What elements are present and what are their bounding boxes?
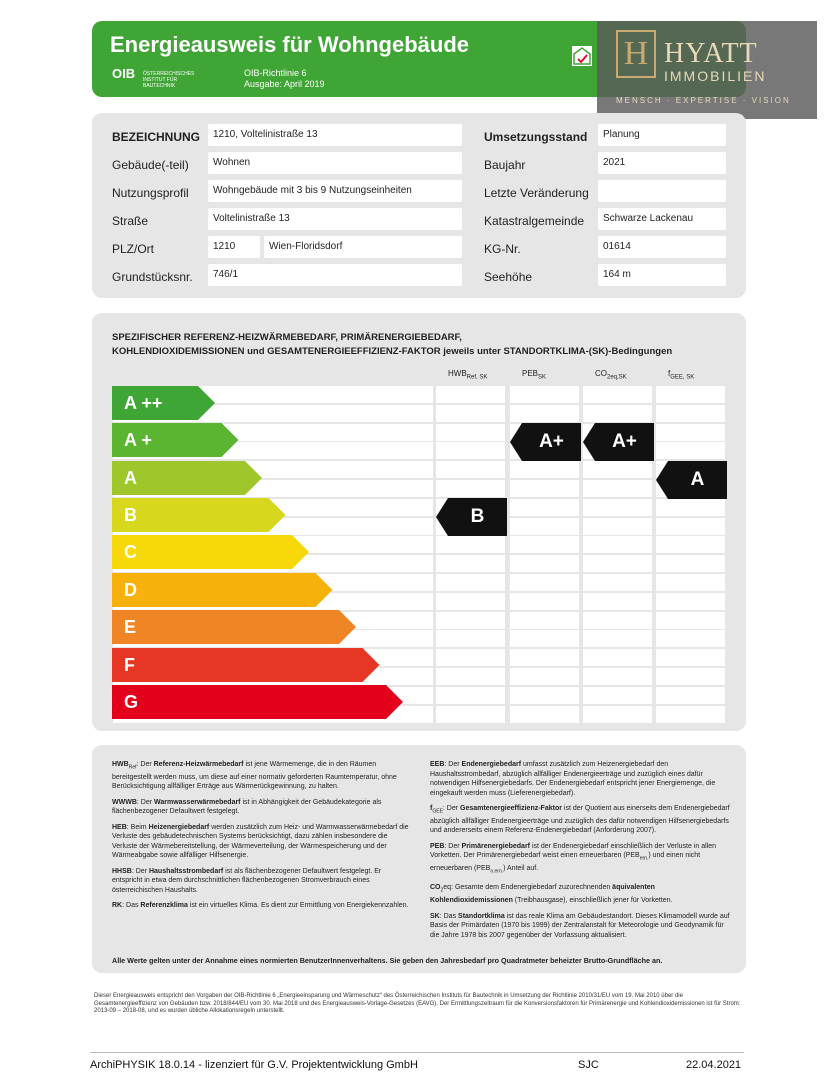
grid-cell — [656, 574, 725, 591]
scale-class-arrow — [112, 610, 357, 644]
info-value: 746/1 — [208, 264, 462, 286]
column-header-main: CO — [595, 369, 607, 378]
info-label: Umsetzungsstand — [484, 130, 588, 144]
scale-class-label: E — [124, 617, 137, 637]
grid-cell — [510, 499, 579, 516]
grid-cell — [510, 612, 579, 629]
grid-cell — [436, 574, 505, 591]
definition-item: WWWB: Der Warmwasserwärmebedarf ist in Abhängigkeit der Gebäudekategorie als flächenbezogener Defaultwert festgelegt. — [112, 798, 382, 816]
grid-cell — [583, 499, 652, 516]
definitions-footer: Alle Werte gelten unter der Annahme eines normierten BenutzerInnenverhaltens. Sie geben den Jahresbedarf pro Quadratmeter beheizter Brutto-Grundfläche an. — [112, 956, 663, 965]
hyatt-sub: IMMOBILIEN — [664, 68, 767, 84]
definition-item: $CO_2eq$: Gesamte dem Endenergiebedarf zuzurechnenden äquivalenten Kohlendioxidemissionen (Treibhausgase), einschließlich jener für Vorketten. — [430, 884, 673, 905]
grid-cell — [510, 649, 579, 666]
info-value: Wien-Floridsdorf — [264, 236, 462, 258]
definition-item: SK: Das Standortklima ist das reale Klima am Gebäudestandort. Dieses Klimamodell wurde auf Basis der Primärdaten (1970 bis 1999) der Zentralanstalt für Meteorologie und Geodynamik für die Jahre 1978 bis 2007 gegenüber der Vorfassung aktualisiert. — [430, 912, 730, 939]
info-value: Planung — [598, 124, 726, 146]
grid-cell — [436, 706, 505, 723]
scale-class-arrow — [112, 573, 334, 607]
grid-cell — [583, 649, 652, 666]
info-value: Schwarze Lackenau — [598, 208, 726, 230]
grid-cell — [436, 536, 505, 553]
scale-class-label: C — [124, 542, 137, 562]
grid-cell — [656, 649, 725, 666]
column-header — [668, 369, 694, 381]
grid-cell — [656, 630, 725, 647]
grid-cell — [656, 405, 725, 422]
grid-cell — [436, 442, 505, 459]
oib-institute: ÖSTERREICHISCHES INSTITUT FÜR BAUTECHNIK — [143, 71, 195, 89]
definitions-right — [430, 760, 730, 946]
grid-cell — [583, 405, 652, 422]
info-label: Gebäude(-teil) — [112, 158, 189, 172]
scale-class-label: A ++ — [124, 393, 163, 413]
grid-cell — [656, 499, 725, 516]
info-value: Voltelinistraße 13 — [208, 208, 462, 230]
info-label: Seehöhe — [484, 270, 533, 284]
scale-class-label: F — [124, 655, 135, 675]
grid-cell — [510, 461, 579, 478]
grid-cell — [583, 668, 652, 685]
grid-cell — [656, 687, 725, 704]
grid-cell — [583, 687, 652, 704]
info-value: Wohngebäude mit 3 bis 9 Nutzungseinheiten — [208, 180, 462, 202]
info-label: BEZEICHNUNG — [112, 130, 201, 144]
certificate-icon — [572, 46, 592, 66]
grid-cell — [583, 706, 652, 723]
hyatt-name: HYATT — [664, 38, 758, 69]
scale-class-label: B — [124, 505, 137, 525]
grid-cell — [656, 668, 725, 685]
grid-cell — [583, 612, 652, 629]
guideline: OIB-Richtlinie 6 — [244, 68, 307, 78]
energy-title: SPEZIFISCHER REFERENZ-HEIZWÄRMEBEDARF, PRIMÄRENERGIEBEDARF, KOHLENDIOXIDEMISSIONEN und GESAMTENERGIEEFFIZIENZ-FAKTOR jeweils unter STANDORTKLIMA-(SK)-Bedingungen — [112, 332, 673, 357]
info-label: Baujahr — [484, 158, 526, 172]
info-label: KG-Nr. — [484, 242, 521, 256]
column-header-sub: 2eq,SK — [607, 374, 627, 381]
grid-cell — [656, 424, 725, 441]
grid-cell — [583, 593, 652, 610]
definition-item: EEB: Der Endenergiebedarf umfasst zusätzlich zum Heizenergiebedarf den Haushaltsstrombedarf, abzüglich allfälliger Endenergieerträge und zuzüglich eines dafür notwendigen Hilfsenergiebedarfs. Der Endenergiebedarf entspricht jener Energiemenge, die eingekauft werden muss (Lieferenergiebedarf). — [430, 761, 716, 797]
grid-cell — [510, 536, 579, 553]
column-header — [595, 369, 627, 381]
rating-label: A+ — [612, 431, 637, 452]
scale-class-arrow — [112, 685, 404, 719]
info-value: 1210, Voltelinistraße 13 — [208, 124, 462, 146]
scale-class-label: D — [124, 580, 137, 600]
grid-cell — [583, 630, 652, 647]
column-header-main: PEB — [522, 369, 539, 378]
info-label: Letzte Veränderung — [484, 186, 589, 200]
grid-cell — [656, 442, 725, 459]
column-header-sub: SK — [538, 374, 547, 381]
grid-cell — [510, 480, 579, 497]
grid-cell — [583, 574, 652, 591]
grid-cell — [510, 555, 579, 572]
oib-logo: OIB — [112, 66, 136, 81]
definition-item: HEB: Beim Heizenergiebedarf werden zusätzlich zum Heiz- und Warmwasserwärmebedarf die Verluste des gebäudetechnischen Systems berücksichtigt, dazu zählen insbesondere die Verluste der Wärmebereitstellung, der Wärmeverteilung, der Wärmespeicherung und der Wärmeabgabe sowie allfälliger Hilfsenergie. — [112, 823, 409, 860]
legal-footnote: Dieser Energieausweis entspricht den Vorgaben der OIB-Richtlinie 6 „Energieeinsparung und Wärmeschutz“ des Österreichischen Instituts für Bautechnik in Umsetzung der Richtlinie 2010/31/EU vom 19. Mai 2010 über die Gesamtenergieeffizienz von Gebäuden bzw. 2018/844/EU vom 30. Mai 2018 und des Energieausweis-Vorlage-Gesetzes (EAVG). Der Ermittlungszeitraum für die Konversionsfaktoren für Primärenergie und Kohlendioxidemissionen ist für Strom: 2013-09 – 2018-08, und es wurden übliche Allokationsregeln unterstellt. — [94, 993, 741, 1014]
grid-cell — [583, 555, 652, 572]
grid-cell — [583, 461, 652, 478]
grid-cell — [656, 518, 725, 535]
info-label: PLZ/Ort — [112, 242, 155, 256]
grid-cell — [436, 668, 505, 685]
info-label: Grundstücksnr. — [112, 270, 193, 284]
hyatt-tagline: MENSCH · EXPERTISE · VISION — [616, 96, 791, 105]
column-header-sub: GEE, SK — [670, 374, 695, 381]
author-initials: SJC — [578, 1059, 599, 1071]
grid-cell — [583, 518, 652, 535]
hyatt-logo-icon: H — [616, 30, 656, 78]
grid-cell — [436, 386, 505, 403]
grid-cell — [510, 630, 579, 647]
grid-cell — [656, 706, 725, 723]
info-value: 01614 — [598, 236, 726, 258]
definition-item: HHSB: Der Haushaltsstrombedarf ist als flächenbezogener Defaultwert festgelegt. Er entspricht in etwa dem durchschnittlichen flächenbezogenen Stromverbrauch eines österreichischen Haushalts. — [112, 867, 382, 894]
scale-class-label: A — [124, 468, 137, 488]
grid-cell — [510, 687, 579, 704]
grid-cell — [656, 593, 725, 610]
info-value: 2021 — [598, 152, 726, 174]
scale-class-arrow — [112, 535, 310, 569]
info-value: 164 m — [598, 264, 726, 286]
grid-cell — [583, 386, 652, 403]
definitions-left — [112, 760, 412, 917]
grid-cell — [656, 612, 725, 629]
info-value — [598, 180, 726, 202]
guideline-info — [244, 68, 325, 90]
grid-cell — [583, 480, 652, 497]
grid-cell — [510, 668, 579, 685]
rating-label: B — [470, 506, 485, 527]
info-value: 1210 — [208, 236, 260, 258]
column-header-main: f — [668, 369, 671, 378]
info-value: Wohnen — [208, 152, 462, 174]
issue-date: 22.04.2021 — [686, 1059, 742, 1071]
rating-label: A — [690, 469, 705, 490]
scale-class-label: A + — [124, 430, 152, 450]
scale-class-label: G — [124, 692, 139, 712]
grid-cell — [656, 536, 725, 553]
grid-cell — [436, 649, 505, 666]
footer-divider — [90, 1052, 744, 1053]
info-label: Nutzungsprofil — [112, 186, 189, 200]
column-header-main: HWB — [448, 369, 467, 378]
grid-cell — [656, 386, 725, 403]
grid-cell — [510, 518, 579, 535]
grid-cell — [436, 424, 505, 441]
column-header — [522, 369, 546, 381]
software-license: ArchiPHYSIK 18.0.14 - lizenziert für G.V. Projektentwicklung GmbH — [90, 1059, 418, 1071]
definition-item: RK: Das Referenzklima ist ein virtuelles Klima. Es dient zur Ermittlung von Energiekennzahlen. — [112, 902, 409, 910]
grid-cell — [436, 405, 505, 422]
document-title: Energieausweis für Wohngebäude — [110, 32, 469, 57]
edition: Ausgabe: April 2019 — [244, 79, 325, 89]
grid-cell — [436, 461, 505, 478]
grid-cell — [510, 593, 579, 610]
grid-cell — [436, 687, 505, 704]
grid-cell — [510, 405, 579, 422]
scale-class-arrow — [112, 498, 287, 532]
definition-item: PEB: Der Primärenergiebedarf ist der Endenergiebedarf einschließlich der Verluste in allen Vorketten. Der Primärenergiebedarf weist einen erneuerbaren $(PEB_{ern.})$ und einen nicht erneuerbaren $(PEB_{n.ern.})$ Anteil auf. — [430, 842, 717, 875]
grid-cell — [436, 612, 505, 629]
grid-cell — [510, 386, 579, 403]
grid-cell — [436, 630, 505, 647]
info-label: Katastralgemeinde — [484, 214, 585, 228]
definition-item: $HWB_{Ref}$: Der Referenz-Heizwärmebedarf ist jene Wärmemenge, die in den Räumen bereitgestellt werden muss, um diese auf einer normativ geforderten Raumtemperatur, ohne Berücksichtigung allfälliger Erträge aus Wärmerückgewinnung, zu halten. — [112, 761, 397, 791]
definition-item: $f_{GEE}$: Der Gesamtenergieeffizienz-Faktor ist der Quotient aus einerseits dem Endenergiebedarf abzüglich allfälliger Endenergieerträge und zuzüglich des dafür notwendigen Hilfsenergiebedarfs und andererseits einem Referenz-Endenergiebedarf (Anforderung 2007). — [430, 805, 730, 835]
column-header-sub: Ref, SK — [466, 374, 488, 381]
rating-label: A+ — [539, 431, 564, 452]
scale-class-arrow — [112, 648, 381, 682]
grid-cell — [436, 480, 505, 497]
grid-cell — [583, 536, 652, 553]
grid-cell — [510, 706, 579, 723]
info-label: Straße — [112, 214, 149, 228]
grid-cell — [436, 593, 505, 610]
grid-cell — [436, 555, 505, 572]
grid-cell — [510, 574, 579, 591]
grid-cell — [656, 555, 725, 572]
column-header — [448, 369, 487, 381]
